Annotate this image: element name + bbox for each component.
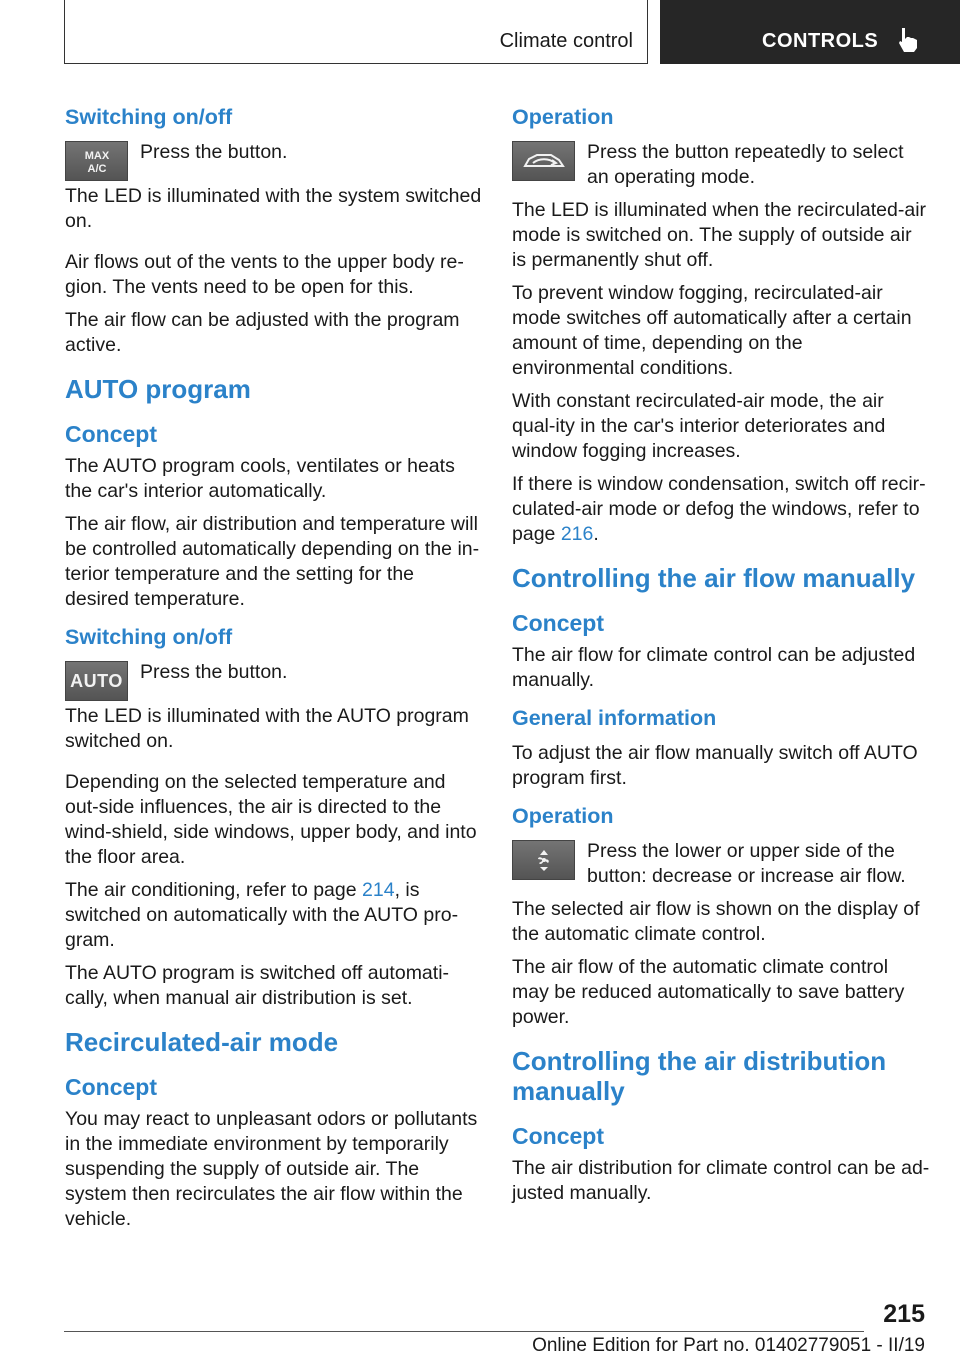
recirc-paragraph-4: With constant recirculated-air mode, the air qual-ity in the car's interior deteriorates and window fogging increases. bbox=[512, 390, 886, 462]
recirc-instruction bbox=[512, 140, 930, 190]
fan-speed-button-icon bbox=[512, 840, 575, 880]
footer-divider bbox=[64, 1331, 864, 1332]
heading-auto-program: AUTO program bbox=[65, 374, 251, 404]
max-ac-instruction bbox=[65, 140, 483, 184]
heading-switching-on-off-2: Switching on/off bbox=[65, 625, 233, 649]
fan-paragraph-2: The air flow of the automatic climate control may be reduced automatically to save battery power. bbox=[512, 956, 905, 1028]
page-number: 215 bbox=[883, 1300, 925, 1328]
recirc-paragraph-3: To prevent window fogging, recirculated-air mode switches off automatically after a certain amount of time, depending on the environmental conditions. bbox=[512, 282, 912, 379]
fan-instruction bbox=[512, 839, 930, 889]
header-chapter-title: CONTROLS bbox=[762, 30, 879, 52]
heading-recirculated-air-mode: Recirculated-air mode bbox=[65, 1027, 339, 1057]
recirculated-air-button-icon bbox=[512, 141, 575, 181]
heading-operation-2: Operation bbox=[512, 804, 614, 828]
max-ac-paragraph-2: The air flow can be adjusted with the program active. bbox=[65, 309, 460, 356]
dist-paragraph-1: The air distribution for climate control can be ad-justed manually. bbox=[512, 1157, 930, 1204]
fan-press-text: Press the lower or upper side of the button: decrease or increase air flow. bbox=[587, 840, 906, 887]
general-paragraph-1: To adjust the air flow manually switch off AUTO program first. bbox=[512, 742, 918, 789]
heading-recirc-concept: Concept bbox=[65, 1074, 157, 1100]
max-ac-led-text: The LED is illuminated with the system switched on. bbox=[65, 185, 482, 232]
auto-switch-paragraph-2: The air conditioning, refer to page 214, is switched on automatically with the AUTO pro-gram. bbox=[65, 879, 459, 951]
auto-instruction bbox=[65, 660, 483, 704]
header-section-box bbox=[64, 0, 648, 64]
pointing-hand-icon bbox=[896, 26, 920, 54]
heading-air-distribution-manually: Controlling the air distribution manually bbox=[512, 1046, 887, 1106]
recirc-press-text: Press the button repeatedly to select an operating mode. bbox=[587, 141, 904, 188]
auto-paragraph-2: The air flow, air distribution and temperature will be controlled automatically depending on the in-terior temperature and the setting for the desired temperature. bbox=[65, 513, 480, 610]
page-link-216[interactable]: 216 bbox=[560, 523, 594, 545]
heading-operation-1: Operation bbox=[512, 105, 614, 129]
recirc-paragraph-2: The LED is illuminated when the recirculated-air mode is switched on. The supply of outside air is permanently shut off. bbox=[512, 199, 927, 271]
recirc-paragraph-5: If there is window condensation, switch off recir-culated-air mode or defog the windows, refer to page 216. bbox=[512, 473, 926, 545]
max-ac-paragraph-1: Air flows out of the vents to the upper body re-gion. The vents need to be open for this. bbox=[65, 251, 464, 298]
max-ac-label-top: MAX bbox=[84, 150, 109, 162]
footer-edition: Online Edition for Part no. 01402779051 - II/19 bbox=[532, 1335, 925, 1356]
page-link-214[interactable]: 214 bbox=[362, 879, 395, 901]
auto-button-icon bbox=[65, 661, 128, 701]
auto-press-text: Press the button. bbox=[140, 661, 288, 683]
flow-paragraph-1: The air flow for climate control can be adjusted manually. bbox=[512, 644, 916, 691]
fan-paragraph-1: The selected air flow is shown on the display of the automatic climate control. bbox=[512, 898, 920, 945]
right-column bbox=[512, 100, 930, 1214]
header-section-title: Climate control bbox=[499, 30, 633, 52]
auto-paragraph-1: The AUTO program cools, ventilates or heats the car's interior automatically. bbox=[65, 455, 455, 502]
auto-led-text: The LED is illuminated with the AUTO program switched on. bbox=[65, 705, 469, 752]
max-ac-press-text: Press the button. bbox=[140, 141, 288, 163]
car-recirculation-icon bbox=[521, 149, 567, 173]
recirc-paragraph-1: You may react to unpleasant odors or pollutants in the immediate environment by temporarily suspending the supply of outside air. The system then recirculates the air flow within the vehicle. bbox=[65, 1108, 478, 1230]
heading-switching-on-off-1: Switching on/off bbox=[65, 105, 233, 129]
left-column bbox=[65, 100, 483, 1240]
auto-switch-paragraph-1: Depending on the selected temperature and out-side influences, the air is directed to the wind-shield, side windows, upper body, and into the floor area. bbox=[65, 771, 477, 868]
header-chapter-box bbox=[660, 0, 960, 64]
heading-air-flow-manually: Controlling the air flow manually bbox=[512, 563, 916, 593]
heading-general-information: General information bbox=[512, 706, 717, 730]
auto-button-label: AUTO bbox=[70, 670, 123, 691]
max-ac-button-icon bbox=[65, 141, 128, 181]
heading-flow-concept: Concept bbox=[512, 610, 604, 636]
heading-auto-concept: Concept bbox=[65, 421, 157, 447]
max-ac-label-bottom: A/C bbox=[87, 163, 106, 175]
fan-icon bbox=[529, 847, 559, 873]
auto-switch-paragraph-3: The AUTO program is switched off automati-cally, when manual air distribution is set. bbox=[65, 962, 450, 1009]
heading-dist-concept: Concept bbox=[512, 1123, 604, 1149]
